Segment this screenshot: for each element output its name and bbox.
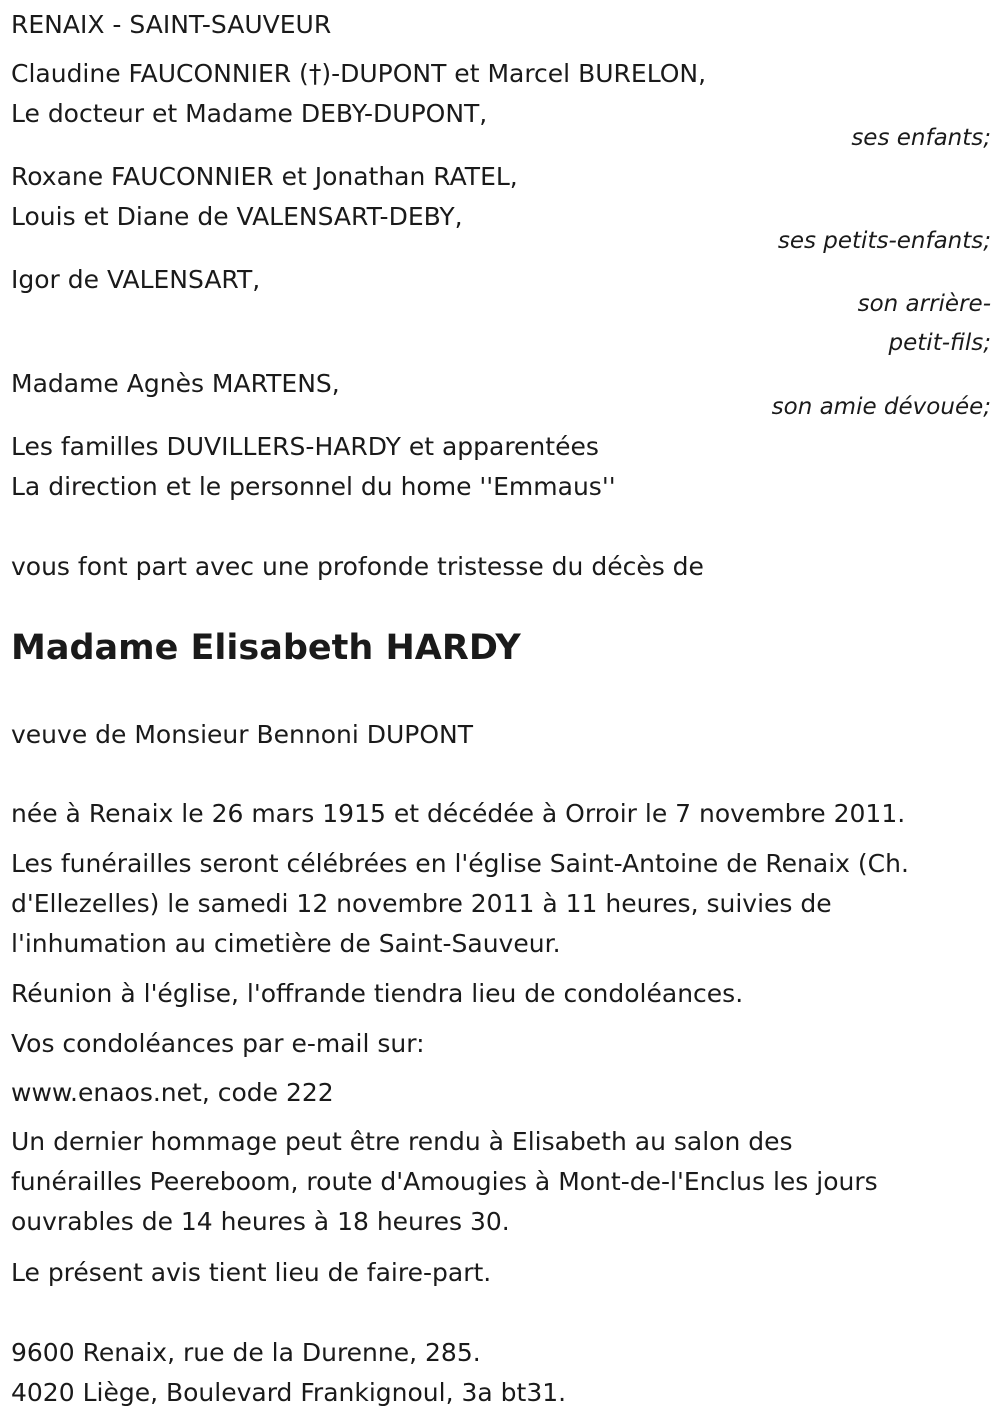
tribute-line-3: ouvrables de 14 heures à 18 heures 30. (11, 1207, 510, 1236)
location-header: RENAIX - SAINT-SAUVEUR (11, 10, 332, 39)
deceased-name: Madame Elisabeth HARDY (11, 628, 521, 668)
funeral-line-3: l'inhumation au cimetière de Saint-Sauveur. (11, 929, 561, 958)
home-staff: La direction et le personnel du home ''Emmaus'' (11, 472, 616, 501)
tribute-line-1: Un dernier hommage peut être rendu à Elisabeth au salon des (11, 1127, 793, 1156)
reunion: Réunion à l'église, l'offrande tiendra lieu de condoléances. (11, 979, 744, 1008)
birth-death: née à Renaix le 26 mars 1915 et décédée à Orroir le 7 novembre 2011. (11, 799, 906, 828)
announcement: vous font part avec une profonde tristesse du décès de (11, 552, 704, 581)
funeral-line-2: d'Ellezelles) le samedi 12 novembre 2011 à 11 heures, suivies de (11, 889, 832, 918)
great-grandchild-role-line-1: son arrière- (857, 291, 991, 317)
notice: Le présent avis tient lieu de faire-part. (11, 1258, 492, 1287)
friend: Madame Agnès MARTENS, (11, 369, 340, 398)
tribute-line-2: funérailles Peereboom, route d'Amougies à Mont-de-l'Enclus les jours (11, 1167, 878, 1196)
grandchildren-line-2: Louis et Diane de VALENSART-DEBY, (11, 202, 463, 231)
funeral-line-1: Les funérailles seront célébrées en l'église Saint-Antoine de Renaix (Ch. (11, 849, 909, 878)
families: Les familles DUVILLERS-HARDY et apparentées (11, 432, 599, 461)
widow-of: veuve de Monsieur Bennoni DUPONT (11, 720, 473, 749)
address-line-1: 9600 Renaix, rue de la Durenne, 285. (11, 1338, 481, 1367)
children-role: ses enfants; (851, 125, 991, 151)
children-line-2: Le docteur et Madame DEBY-DUPONT, (11, 99, 488, 128)
condolences-intro: Vos condoléances par e-mail sur: (11, 1029, 425, 1058)
great-grandchild-role-line-2: petit-fils; (888, 330, 991, 356)
children-line-1: Claudine FAUCONNIER (†)-DUPONT et Marcel BURELON, (11, 59, 707, 88)
great-grandchild: Igor de VALENSART, (11, 265, 261, 294)
address-line-2: 4020 Liège, Boulevard Frankignoul, 3a bt31. (11, 1378, 567, 1407)
condolences-site: www.enaos.net, code 222 (11, 1078, 334, 1107)
grandchildren-role: ses petits-enfants; (777, 228, 991, 254)
friend-role: son amie dévouée; (771, 394, 991, 420)
grandchildren-line-1: Roxane FAUCONNIER et Jonathan RATEL, (11, 162, 518, 191)
